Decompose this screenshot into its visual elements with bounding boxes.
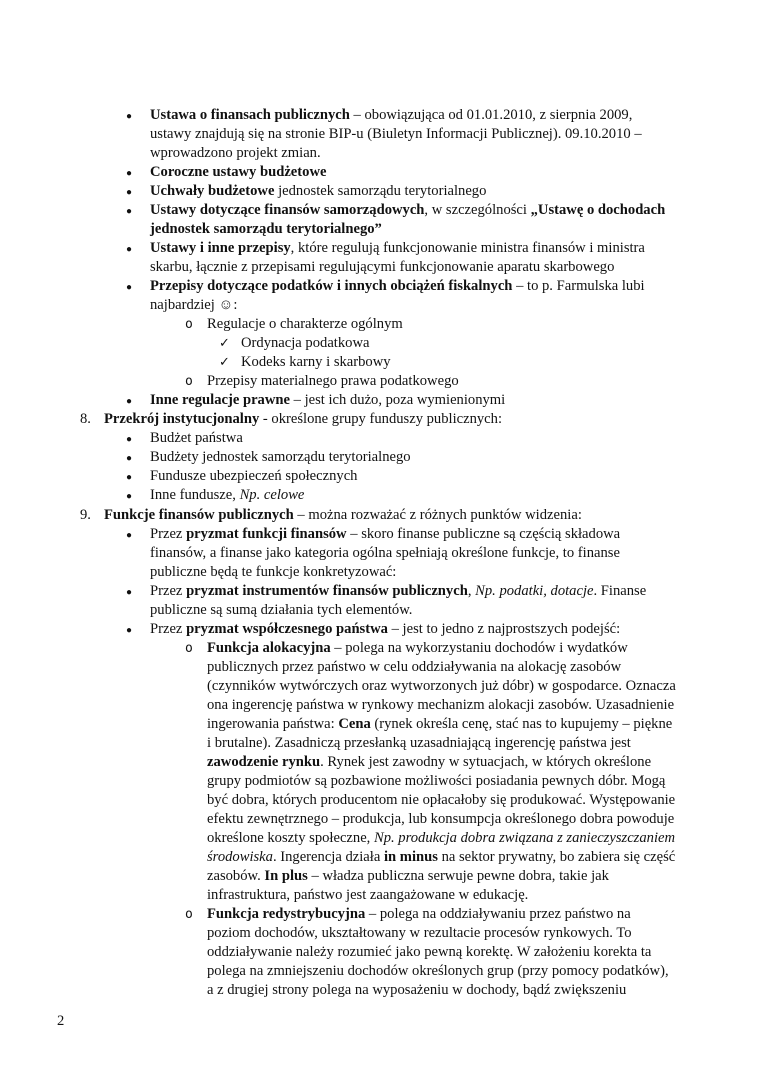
text-run: zasobów. xyxy=(207,868,265,884)
text-line xyxy=(207,658,621,677)
text-run: – władza publiczna serwuje pewne dobra, takie jak xyxy=(307,868,609,884)
text-run: . Rynek jest zawodny w sytuacjach, w których określone xyxy=(320,754,652,770)
text-line xyxy=(207,372,459,391)
text-run: Fundusze ubezpieczeń społecznych xyxy=(150,468,358,484)
text-line xyxy=(207,315,403,334)
text-line xyxy=(104,506,582,525)
text-line xyxy=(207,715,672,734)
text-run: grupy podmiotów są pozbawione możliwości posiadania pewnych dóbr. Mogą xyxy=(207,773,666,789)
bullet-icon: ● xyxy=(126,244,133,255)
bold-text: Uchwały budżetowe xyxy=(150,183,275,199)
text-run: wprowadzono projekt zmian. xyxy=(150,145,321,161)
text-run: publiczne są sumą działania tych elementów. xyxy=(150,602,413,618)
text-line xyxy=(207,810,674,829)
text-line xyxy=(207,791,675,810)
text-line xyxy=(207,924,632,943)
text-run: infrastruktura, państwo jest zaangażowane w edukację. xyxy=(207,887,529,903)
text-run: Budżet państwa xyxy=(150,430,243,446)
circle-bullet-icon: o xyxy=(185,907,193,922)
checkmark-icon: ✓ xyxy=(219,336,230,351)
text-run: . Finanse xyxy=(593,583,647,599)
bullet-icon: ● xyxy=(126,587,133,598)
text-run: – jest ich dużo, poza wymienionymi xyxy=(289,392,506,408)
text-run: poziom dochodów, ukształtowany w rezultacie procesów rynkowych. To xyxy=(207,925,632,941)
bold-text: Inne regulacje prawne xyxy=(150,392,290,408)
text-run: Przez xyxy=(150,526,187,542)
text-line xyxy=(150,429,243,448)
bold-text: Funkcja alokacyjna xyxy=(207,640,331,656)
text-run: ustawy znajdują się na stronie BIP-u (Biuletyn Informacji Publicznej). 09.10.2010 – xyxy=(150,126,642,142)
text-line xyxy=(150,620,620,639)
bold-text: In plus xyxy=(264,868,308,884)
bullet-icon: ● xyxy=(126,282,133,293)
text-run: Ordynacja podatkowa xyxy=(241,335,370,351)
text-run: . Ingerencja działa xyxy=(272,849,384,865)
text-run: Kodeks karny i skarbowy xyxy=(241,354,391,370)
text-run: być dobra, których producentom nie opłacałoby się produkować. Występowanie xyxy=(207,792,676,808)
bold-text: pryzmat instrumentów finansów publicznych xyxy=(186,583,468,599)
text-line xyxy=(207,981,626,1000)
bullet-icon: ● xyxy=(126,625,133,636)
bold-text: Przekrój instytucjonalny xyxy=(104,411,260,427)
list-number: 8. xyxy=(80,411,91,427)
text-line xyxy=(207,962,669,981)
bold-text: pryzmat współczesnego państwa xyxy=(186,621,388,637)
bold-text: Ustawy dotyczące finansów samorządowych xyxy=(150,202,425,218)
text-run: Przepisy materialnego prawa podatkowego xyxy=(207,373,459,389)
text-run: , w szczególności xyxy=(424,202,531,218)
text-line xyxy=(150,601,412,620)
page-number: 2 xyxy=(57,1013,65,1029)
text-run: publicznych przez państwo w celu oddziaływania na alokację zasobów xyxy=(207,659,622,675)
bold-text: jednostek samorządu terytorialnego” xyxy=(150,221,382,237)
bold-text: Ustawa o finansach publicznych xyxy=(150,107,350,123)
text-line xyxy=(207,829,675,848)
text-line xyxy=(207,905,631,924)
text-line xyxy=(150,448,411,467)
text-line xyxy=(150,296,237,315)
text-line xyxy=(150,182,486,201)
bold-text: Cena xyxy=(338,716,371,732)
text-line xyxy=(241,353,391,372)
text-run: , xyxy=(467,583,476,599)
text-line xyxy=(150,163,326,182)
bullet-icon: ● xyxy=(126,453,133,464)
text-run: ona ingerencję państwa w rynkowy mechanizm alokacji zasobów. Uzasadnienie xyxy=(207,697,675,713)
text-run: – jest to jedno z najprostszych podejść: xyxy=(387,621,621,637)
text-line xyxy=(150,239,645,258)
bullet-icon: ● xyxy=(126,168,133,179)
bullet-icon: ● xyxy=(126,187,133,198)
text-run: , które regulują funkcjonowanie ministra finansów i ministra xyxy=(290,240,645,256)
text-line xyxy=(150,220,382,239)
text-line xyxy=(150,201,665,220)
text-line xyxy=(104,410,502,429)
text-run: Przez xyxy=(150,583,187,599)
text-run: – można rozważać z różnych punktów widzenia: xyxy=(293,507,582,523)
text-line xyxy=(241,334,369,353)
text-line xyxy=(207,677,676,696)
text-run: jednostek samorządu terytorialnego xyxy=(274,183,487,199)
bold-text: in minus xyxy=(383,849,438,865)
text-line xyxy=(207,867,609,886)
circle-bullet-icon: o xyxy=(185,374,193,389)
text-run: – to p. Farmulska lubi xyxy=(512,278,645,294)
text-run: – skoro finanse publiczne są częścią składowa xyxy=(346,526,621,542)
bullet-icon: ● xyxy=(126,472,133,483)
list-number: 9. xyxy=(80,507,91,523)
text-line xyxy=(207,848,675,867)
text-run: polega na zmniejszeniu dochodów określonych grup (przy pomocy podatków), xyxy=(207,963,669,979)
text-run: efektu zewnętrznego – produkcja, lub konsumpcja określonego dobra powoduje xyxy=(207,811,675,827)
text-line xyxy=(207,886,528,905)
text-run: publiczne będą te funkcje konkretyzować: xyxy=(150,564,397,580)
text-run: a z drugiej strony polega na wyposażeniu w dochody, bądź zwiększeniu xyxy=(207,982,627,998)
text-line xyxy=(150,525,620,544)
bold-text: Funkcja redystrybucyjna xyxy=(207,906,366,922)
bullet-icon: ● xyxy=(126,491,133,502)
text-run: (rynek określa cenę, stać nas to kupujemy – piękne xyxy=(370,716,673,732)
circle-bullet-icon: o xyxy=(185,317,193,332)
text-line xyxy=(150,486,304,505)
text-line xyxy=(207,943,651,962)
bold-text: Przepisy dotyczące podatków i innych obciążeń fiskalnych xyxy=(150,278,513,294)
text-run: Budżety jednostek samorządu terytorialnego xyxy=(150,449,411,465)
text-line xyxy=(150,277,645,296)
text-run: finansów, a finanse jako kategoria ogólna spełniają określone funkcje, to finanse xyxy=(150,545,620,561)
text-run: – polega na oddziaływaniu przez państwo na xyxy=(365,906,631,922)
text-run: na sektor prywatny, bo zabiera się część xyxy=(437,849,676,865)
text-line xyxy=(150,544,620,563)
text-run: i brutalne). Zasadniczą przesłanką uzasadniającą ingerencję państwa jest xyxy=(207,735,631,751)
italic-text: Np. celowe xyxy=(239,487,305,503)
bullet-icon: ● xyxy=(126,530,133,541)
text-run: – obowiązująca od 01.01.2010, z sierpnia 2009, xyxy=(349,107,633,123)
text-line xyxy=(207,753,651,772)
checkmark-icon: ✓ xyxy=(219,355,230,370)
italic-text: Np. produkcja dobra związana z zanieczyszczaniem xyxy=(373,830,676,846)
bullet-icon: ● xyxy=(126,434,133,445)
bullet-icon: ● xyxy=(126,111,133,122)
text-line xyxy=(150,258,614,277)
text-line xyxy=(150,144,321,163)
circle-bullet-icon: o xyxy=(185,641,193,656)
italic-text: Np. podatki, dotacje xyxy=(475,583,594,599)
bold-text: Ustawy i inne przepisy xyxy=(150,240,291,256)
text-run: oddziaływanie należy rozumieć jako pewną korektę. W założeniu korekta ta xyxy=(207,944,652,960)
text-run: Przez xyxy=(150,621,187,637)
text-line xyxy=(150,391,505,410)
bullet-icon: ● xyxy=(126,396,133,407)
text-run: (czynników wytwórczych oraz wytworzonych już dóbr) w gospodarce. Oznacza xyxy=(207,678,676,694)
text-line xyxy=(207,734,631,753)
italic-text: środowiska xyxy=(207,849,273,865)
bold-text: Funkcje finansów publicznych xyxy=(104,507,294,523)
text-run: Inne fundusze, xyxy=(150,487,240,503)
text-line xyxy=(207,639,628,658)
text-line xyxy=(150,582,646,601)
text-run: określone koszty społeczne, xyxy=(207,830,374,846)
text-line xyxy=(150,563,396,582)
text-run: skarbu, łącznie z przepisami regulującymi funkcjonowanie aparatu skarbowego xyxy=(150,259,615,275)
text-line xyxy=(150,467,357,486)
bold-text: Coroczne ustawy budżetowe xyxy=(150,164,327,180)
text-line xyxy=(207,696,674,715)
text-run: ingerowania państwa: xyxy=(207,716,339,732)
text-run: najbardziej ☺: xyxy=(150,297,238,313)
text-run: Regulacje o charakterze ogólnym xyxy=(207,316,403,332)
bold-text: „Ustawę o dochodach xyxy=(530,202,666,218)
text-run: - określone grupy funduszy publicznych: xyxy=(259,411,503,427)
text-line xyxy=(207,772,665,791)
text-line xyxy=(150,125,642,144)
bold-text: pryzmat funkcji finansów xyxy=(186,526,347,542)
bold-text: zawodzenie rynku xyxy=(207,754,321,770)
text-line xyxy=(150,106,632,125)
bullet-icon: ● xyxy=(126,206,133,217)
text-run: – polega na wykorzystaniu dochodów i wydatków xyxy=(330,640,628,656)
